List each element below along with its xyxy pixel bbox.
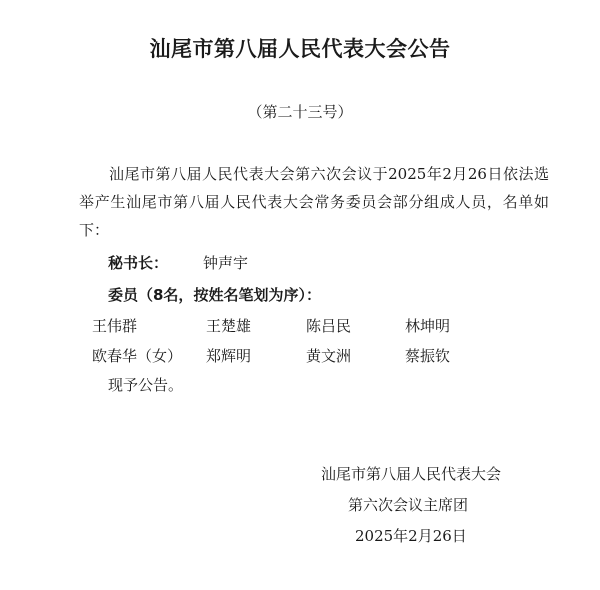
issue-number: （第二十三号） (247, 103, 353, 121)
member-name: 蔡振钦 (405, 347, 451, 365)
member-name: 黄文洲 (306, 347, 352, 365)
body-paragraph: 汕尾市第八届人民代表大会第六次会议于2025年2月26日依法选举产生汕尾市第八届人民代表大会常务委员会部分组成人员，名单如下： (79, 165, 549, 239)
document-title: 汕尾市第八届人民代表大会公告 (149, 37, 451, 61)
secretary-general-label: 秘书长： (108, 254, 169, 272)
secretary-general-name: 钟声宇 (203, 254, 249, 272)
signature-date: 2025年2月26日 (355, 527, 467, 545)
member-name: 王楚雄 (206, 317, 252, 335)
member-name: 王伟群 (92, 317, 138, 335)
signature-org: 汕尾市第八届人民代表大会 (321, 465, 502, 483)
closing-statement: 现予公告。 (108, 376, 184, 394)
members-label: 委员（8名，按姓名笔划为序）： (108, 286, 321, 304)
member-name: 郑辉明 (206, 347, 252, 365)
member-name: 林坤明 (405, 317, 451, 335)
signature-presidium: 第六次会议主席团 (348, 496, 469, 514)
member-name: 欧春华（女） (92, 347, 183, 365)
member-name: 陈吕民 (306, 317, 352, 335)
